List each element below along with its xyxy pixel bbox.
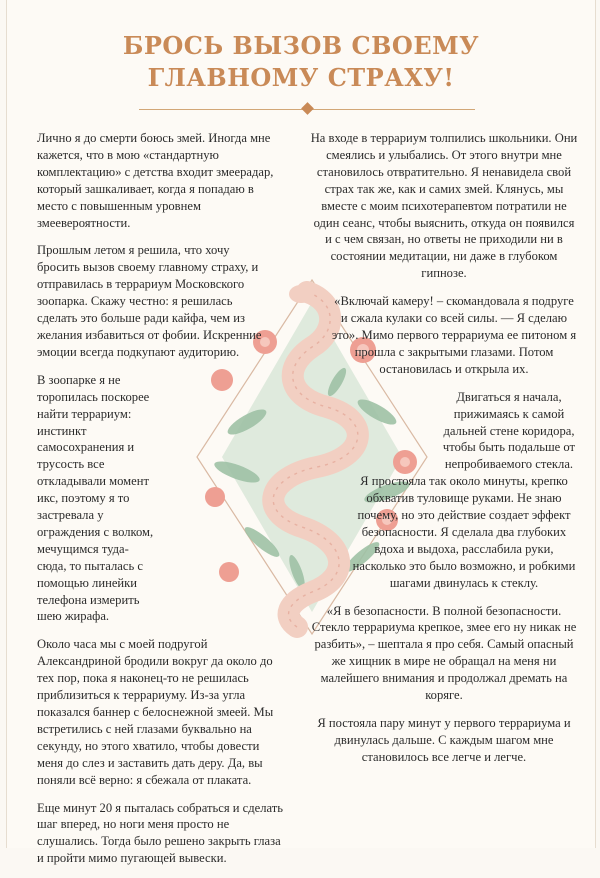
right-paragraph-3: Двигаться я начала, прижимаясь к самой дальней стене коридора, чтобы быть подальше от непробиваемого стекла. (442, 389, 576, 472)
title-line-2: ГЛАВНОМУ СТРАХУ! (147, 63, 455, 92)
left-paragraph-1: Лично я до смерти боюсь змей. Иногда мне кажется, что в мою «стандартную комплектацию» с детства входит змеерадар, который зашкаливает, когда я попадаю в место с повышенным уровнем змеевероятности. (37, 131, 274, 230)
right-paragraph-6: Я постояла пару минут у первого террариума и двинулась дальше. С каждым шагом мне становилось все легче и легче. (317, 716, 571, 764)
left-paragraph-2: Прошлым летом я решила, что хочу бросить вызов своему главному страху, и отправилась в террариум Московского зоопарка. Скажу честно: я решилась сделать это больше ради кайфа, чем из желания избавиться от фобии. Искренние эмоции всегда подкупают аудиторию. (37, 243, 262, 359)
left-column (37, 130, 285, 878)
magazine-page (6, 0, 596, 866)
left-paragraph-5: Еще минут 20 я пыталась собраться и сделать шаг вперед, но ноги меня просто не слушались. Тогда было решено закрыть глаза и пройти мимо пугающей вывески. (37, 800, 284, 866)
right-paragraph-2: «Включай камеру! – скомандовала я подруге и сжала кулаки со всей силы. — Я сделаю это». Мимо первого террариума ее питоном я прошла с закрытыми глазами. Потом остановилась и открыла их. (331, 294, 577, 376)
left-paragraph-4: Около часа мы с моей подругой Александриной бродили вокруг да около до тех пор, пока я наконец-то не решилась приблизиться к террариуму. Из-за угла показался баннер с белоснежной змеей. Мы встретились с ней глазами буквально на секунду, но этого хватило, чтобы довести меня до слез и заставить дать деру. Да, вы поняли всё верно: я сбежала от плаката. (37, 637, 274, 787)
right-paragraph-1: На входе в террариум толпились школьники. Они смеялись и улыбались. От этого внутри мне становилось отвратительно. Я ненавидела свой страх так же, как и самих змей. Клянусь, мы вместе с моим психотерапевтом потратили не один сеанс, чтобы выяснить, откуда он появился и с чем связан, но ответы не приходили ни в состоянии медитации, ни даже в глубоком гипнозе. (310, 131, 578, 281)
left-paragraph-3: В зоопарке я не торопилась поскорее найти террариум: инстинкт самосохранения и трусость все откладывали момент икс, поэтому я то застревала у ограждения с волком, мечущимся туда-сюда, то пыталась с помощью линейки телефона измерить шею жирафа. (37, 372, 154, 624)
title-line-1: БРОСЬ ВЫЗОВ СВОЕМУ (122, 31, 480, 60)
title-divider (139, 106, 475, 114)
right-paragraph-5: «Я в безопасности. В полной безопасности. Стекло террариума крепкое, змее его ну никак не разбить», – шептала я про себя. Самый опасный же хищник в мире не обращал на меня ни малейшего внимания и продолжал дремать на коряге. (311, 603, 577, 703)
right-paragraph-4: Я простояла так около минуты, крепко обхватив туловище руками. Не знаю почему, но это действие создает эффект безопасности. Я сделала два глубоких вдоха и выдоха, расслабила руки, насколько это было возможно, и робкими шагами двинулась к стеклу. (352, 474, 576, 590)
right-column (310, 130, 578, 777)
diamond-ornament-icon (301, 102, 314, 115)
page-title (7, 30, 595, 94)
